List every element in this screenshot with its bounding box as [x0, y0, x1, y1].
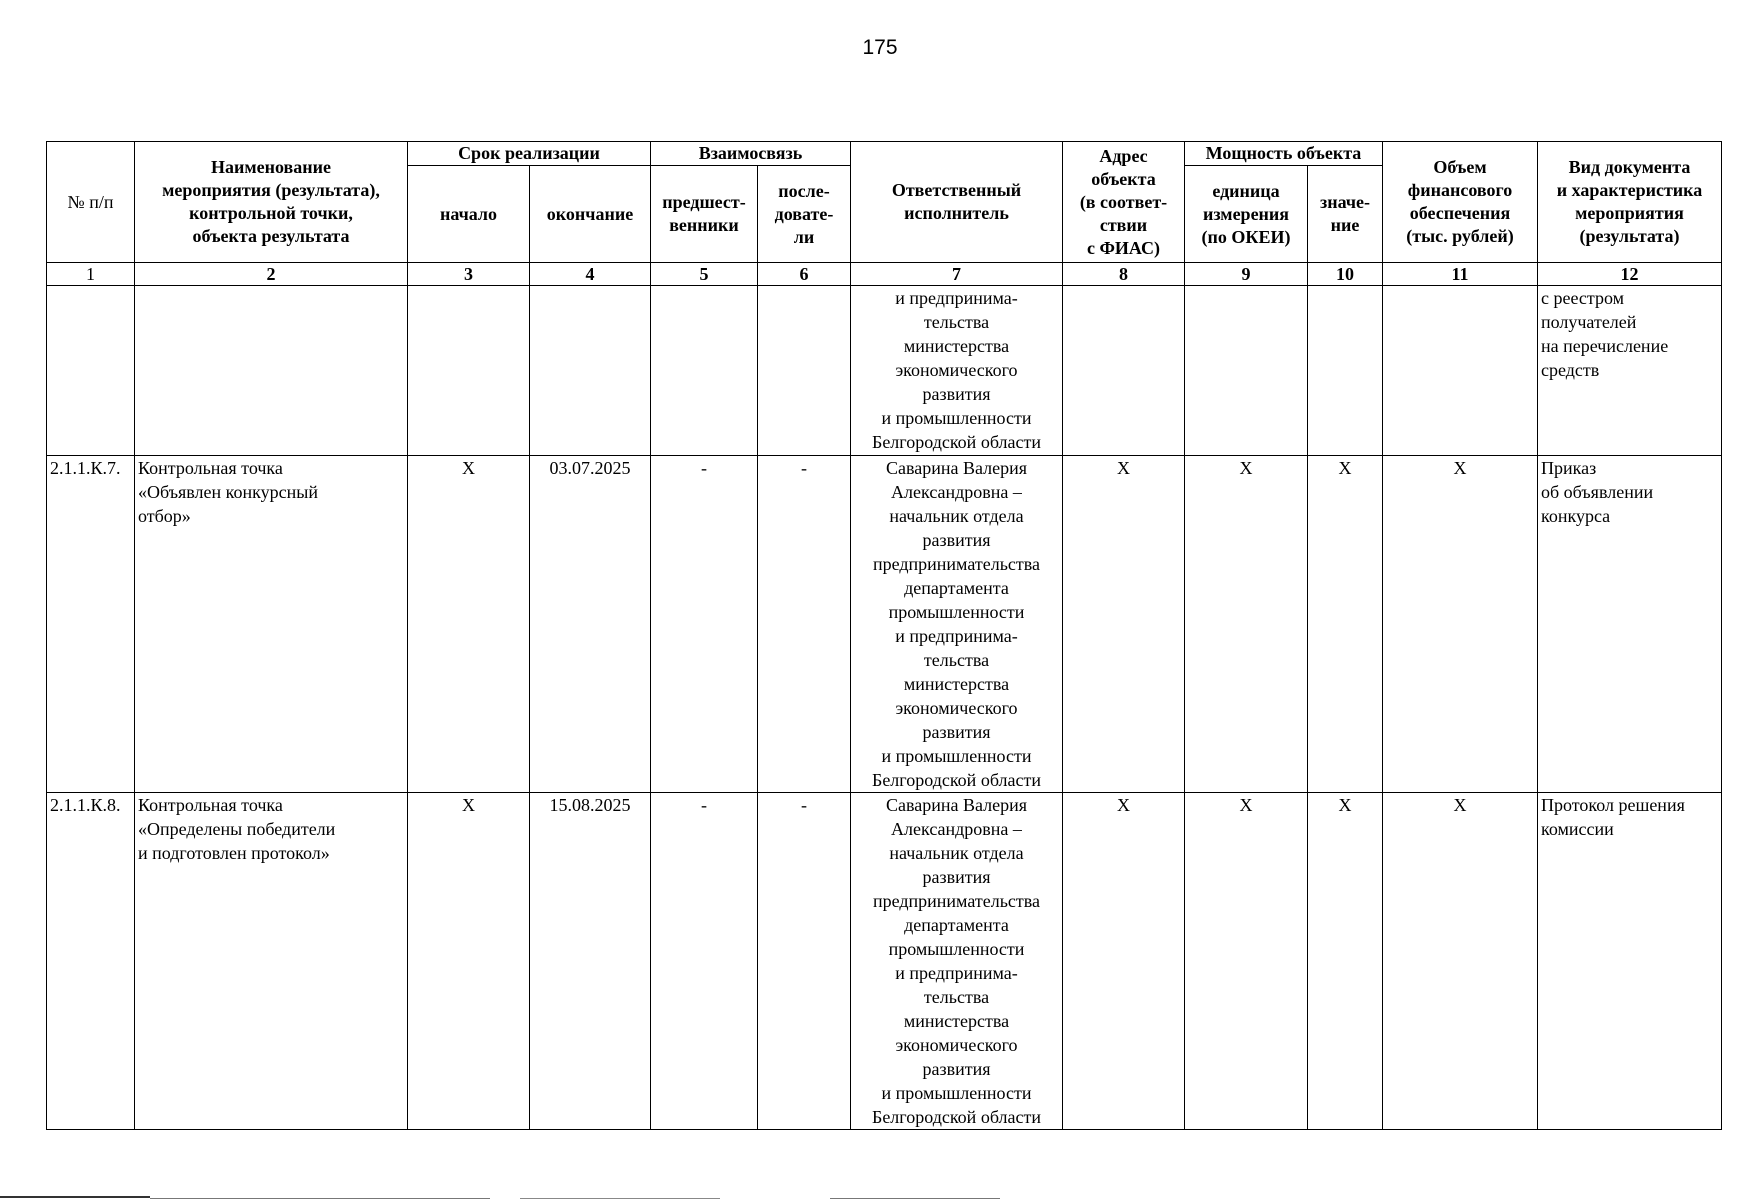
page-number: 175 [862, 36, 898, 59]
header-num: № п/п [47, 142, 135, 263]
row-doc-type: Приказ об объявлении конкурса [1538, 456, 1722, 793]
row-doc-type: с реестром получателей на перечисление средств [1538, 286, 1722, 456]
header-capacity: Мощность объекта [1185, 142, 1383, 166]
table-row [47, 286, 1722, 456]
table-row [47, 793, 1722, 1130]
row-successors [758, 286, 851, 456]
column-number: 10 [1308, 263, 1383, 286]
header-doc-type: Вид документа и характеристика мероприятия (результата) [1538, 142, 1722, 263]
row-start: X [408, 793, 530, 1130]
header-start: начало [408, 166, 530, 263]
header-period: Срок реализации [408, 142, 651, 166]
row-num: 2.1.1.К.7. [47, 456, 135, 793]
header-finance: Объем финансового обеспечения (тыс. рублей) [1383, 142, 1538, 263]
row-end: 15.08.2025 [530, 793, 651, 1130]
column-number: 9 [1185, 263, 1308, 286]
row-responsible: Саварина Валерия Александровна – начальник отдела развития предпринимательства департамента промышленности и предпринима- тельства министерства экономического развития и промышленности Белгородской области [851, 793, 1063, 1130]
row-doc-type: Протокол решения комиссии [1538, 793, 1722, 1130]
column-number: 6 [758, 263, 851, 286]
row-num: 2.1.1.К.8. [47, 793, 135, 1130]
header-end: окончание [530, 166, 651, 263]
header-address: Адрес объекта (в соответ- ствии с ФИАС) [1063, 142, 1185, 263]
row-address [1063, 286, 1185, 456]
row-responsible: и предпринима- тельства министерства экономического развития и промышленности Белгородской области [851, 286, 1063, 456]
row-successors: - [758, 793, 851, 1130]
row-responsible: Саварина Валерия Александровна – начальник отдела развития предпринимательства департамента промышленности и предпринима- тельства министерства экономического развития и промышленности Белгородской области [851, 456, 1063, 793]
scan-artifact [520, 1198, 720, 1199]
row-finance [1383, 286, 1538, 456]
row-predecessors: - [651, 793, 758, 1130]
row-value: X [1308, 456, 1383, 793]
scan-artifact [0, 1196, 150, 1198]
row-unit [1185, 286, 1308, 456]
scan-artifact [150, 1198, 490, 1199]
row-end [530, 286, 651, 456]
row-address: X [1063, 456, 1185, 793]
header-unit: единица измерения (по ОКЕИ) [1185, 166, 1308, 263]
row-unit: X [1185, 456, 1308, 793]
row-value: X [1308, 793, 1383, 1130]
row-finance: X [1383, 793, 1538, 1130]
scan-artifact [830, 1198, 1000, 1199]
row-unit: X [1185, 793, 1308, 1130]
row-predecessors: - [651, 456, 758, 793]
plan-table [46, 141, 1722, 1130]
row-finance: X [1383, 456, 1538, 793]
row-start: X [408, 456, 530, 793]
row-start [408, 286, 530, 456]
row-end: 03.07.2025 [530, 456, 651, 793]
row-num [47, 286, 135, 456]
column-number: 5 [651, 263, 758, 286]
column-number: 4 [530, 263, 651, 286]
column-number: 11 [1383, 263, 1538, 286]
column-number: 8 [1063, 263, 1185, 286]
column-number: 3 [408, 263, 530, 286]
header-name: Наименование мероприятия (результата), контрольной точки, объекта результата [135, 142, 408, 263]
row-successors: - [758, 456, 851, 793]
row-address: X [1063, 793, 1185, 1130]
column-number: 2 [135, 263, 408, 286]
row-name: Контрольная точка «Объявлен конкурсный отбор» [135, 456, 408, 793]
row-value [1308, 286, 1383, 456]
header-predecessors: предшест- венники [651, 166, 758, 263]
column-number: 12 [1538, 263, 1722, 286]
header-responsible: Ответственный исполнитель [851, 142, 1063, 263]
header-value: значе- ние [1308, 166, 1383, 263]
row-predecessors [651, 286, 758, 456]
header-successors: после- довате- ли [758, 166, 851, 263]
table-row [47, 456, 1722, 793]
header-relation: Взаимосвязь [651, 142, 851, 166]
column-number: 7 [851, 263, 1063, 286]
column-number: 1 [47, 263, 135, 286]
row-name [135, 286, 408, 456]
row-name: Контрольная точка «Определены победители и подготовлен протокол» [135, 793, 408, 1130]
